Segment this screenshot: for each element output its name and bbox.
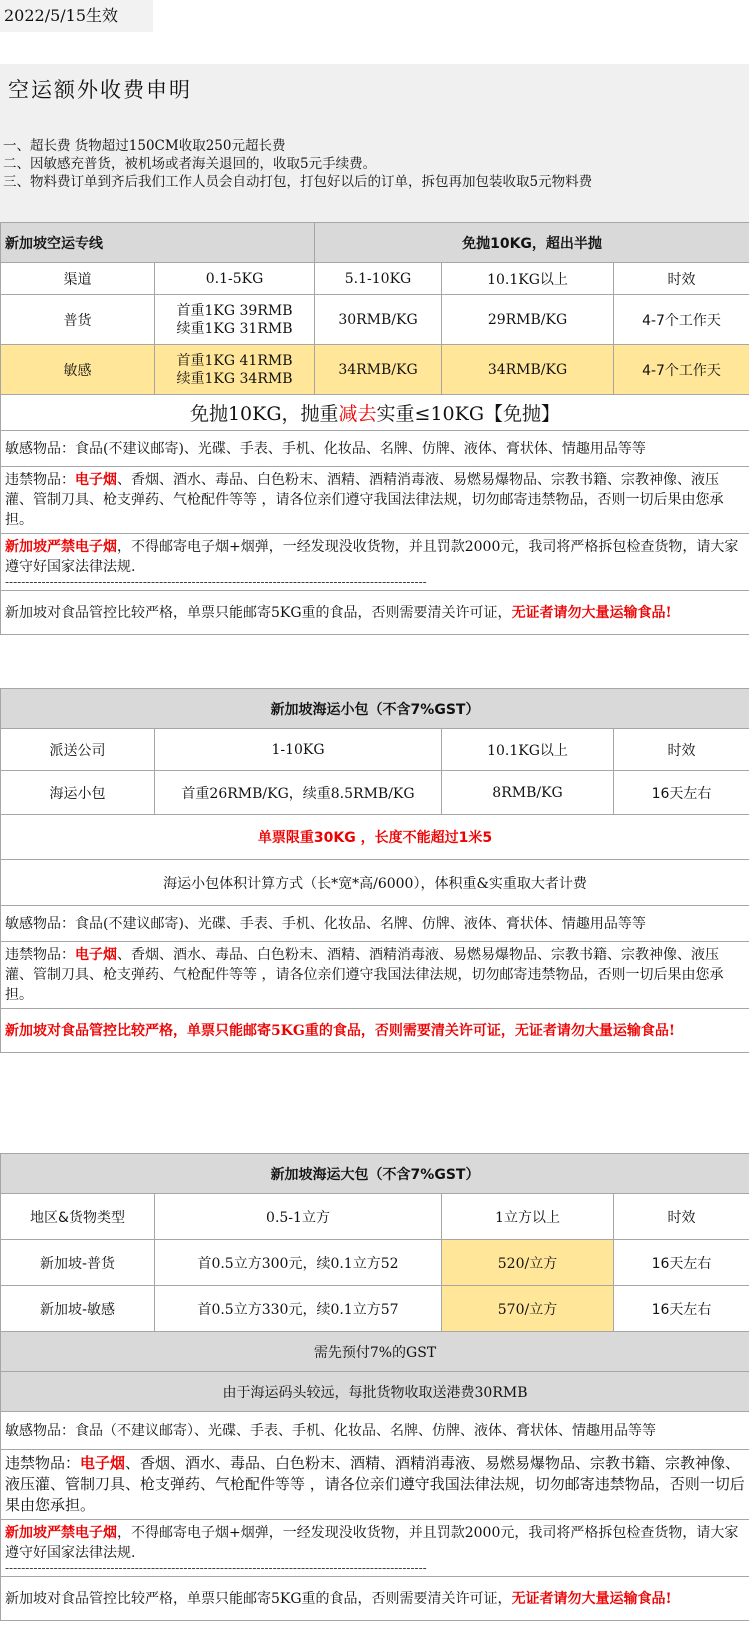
free-volume-note	[1, 395, 749, 431]
col-header-5-10kg: 5.1-10KG	[315, 263, 442, 295]
forbidden-label: 违禁物品：	[5, 472, 75, 488]
air-table-volume-rule: 免抛10KG，超出半抛	[315, 223, 749, 263]
continue-weight-line: 续重1KG 31RMB	[176, 320, 293, 337]
forbidden-items-note	[1, 1450, 749, 1520]
forbidden-highlight: 电子烟	[75, 472, 117, 488]
charge-line: 二、因敏感充普货，被机场或者海关退回的，收取5元手续费。	[3, 156, 377, 172]
col-header-over-10kg: 10.1KG以上	[442, 263, 614, 295]
delivery-time: 16天左右	[614, 771, 749, 815]
forbidden-highlight: 电子烟	[80, 1454, 126, 1472]
food-limit-text: 新加坡对食品管控比较严格，单票只能邮寄5KG重的食品，否则需要清关许可证，	[5, 604, 512, 621]
port-fee-note: 由于海运码头较远，每批货物收取送港费30RMB	[1, 1372, 749, 1412]
volume-formula-note: 海运小包体积计算方式（长*宽*高/6000），体积重&实重取大者计费	[1, 860, 749, 906]
air-extra-charges-list	[3, 137, 592, 191]
table-row	[1, 771, 749, 815]
dashed-divider: --------------------------------------------------------------------------------------------------------	[5, 577, 427, 587]
dashed-divider: --------------------------------------------------------------------------------------------------------	[5, 1563, 427, 1573]
first-weight-line: 首重1KG 41RMB	[176, 352, 293, 369]
delivery-time: 4-7个工作天	[614, 295, 749, 345]
row-name: 海运小包	[1, 771, 155, 815]
ecig-highlight: 新加坡	[5, 539, 47, 555]
free-volume-highlight: 减去	[338, 403, 377, 425]
col-header-over-10kg: 10.1KG以上	[442, 729, 614, 771]
forbidden-text: 、香烟、酒水、毒品、白色粉末、酒精、酒精消毒液、易燃易爆物品、宗教书籍、宗教神像、液压灌、管制刀具、枪支弹药、气枪配件等等 ，请各位亲们遵守我国法律法规，切勿邮寄违禁物品，否则一切后果由您承担。	[5, 472, 724, 528]
over-price: 8RMB/KG	[442, 771, 614, 815]
delivery-time: 16天左右	[614, 1286, 749, 1332]
table-row	[1, 1286, 749, 1332]
col-header-time: 时效	[614, 729, 749, 771]
sensitive-items-note: 敏感物品：食品(不建议邮寄)、光碟、手表、手机、化妆品、名牌、仿牌、液体、膏状体、情趣用品等等	[1, 431, 749, 467]
ecig-highlight: 严禁电子烟	[47, 539, 117, 555]
row-name: 普货	[1, 295, 155, 345]
ecig-ban-note	[1, 534, 749, 591]
forbidden-items-note	[1, 942, 749, 1009]
over-price: 29RMB/KG	[442, 295, 614, 345]
delivery-time: 4-7个工作天	[614, 345, 749, 395]
col-header-0-5kg: 0.1-5KG	[155, 263, 315, 295]
forbidden-label: 违禁物品：	[5, 947, 75, 963]
col-header-over-1-cbm: 1立方以上	[442, 1194, 614, 1240]
food-limit-text: 新加坡对食品管控比较严格，单票只能邮寄5KG重的食品，否则需要清关许可证，	[5, 1590, 512, 1607]
sea-small-title: 新加坡海运小包（不含7%GST）	[1, 689, 749, 729]
air-freight-table	[0, 222, 749, 635]
table-row	[1, 345, 749, 395]
first-weight-line: 首重1KG 39RMB	[176, 302, 293, 319]
table-row	[1, 295, 749, 345]
col-header-channel: 渠道	[1, 263, 155, 295]
mid-price: 34RMB/KG	[315, 345, 442, 395]
col-header-0-5-1-cbm: 0.5-1立方	[155, 1194, 442, 1240]
forbidden-items-note	[1, 467, 749, 534]
first-volume-price: 首0.5立方330元，续0.1立方57	[155, 1286, 442, 1332]
ecig-text: ，不得邮寄电子烟+烟弹，一经发现没收货物，并且罚款2000元，我司将严格拆包检查货物，请大家遵守好国家法律法规.	[5, 1525, 739, 1561]
over-price: 570/立方	[442, 1286, 614, 1332]
free-volume-text: 免抛10KG，抛重	[189, 403, 339, 425]
row-name: 敏感	[1, 345, 155, 395]
sensitive-items-note: 敏感物品：食品(不建议邮寄)、光碟、手表、手机、化妆品、名牌、仿牌、液体、膏状体、情趣用品等等	[1, 906, 749, 942]
charge-line: 一、超长费 货物超过150CM收取250元超长费	[3, 138, 286, 154]
sensitive-items-note: 敏感物品：食品（不建议邮寄）、光碟、手表、手机、化妆品、名牌、仿牌、液体、膏状体、情趣用品等等	[1, 1412, 749, 1450]
col-header-time: 时效	[614, 1194, 749, 1240]
table-row	[1, 1240, 749, 1286]
ecig-text: ，不得邮寄电子烟+烟弹，一经发现没收货物，并且罚款2000元，我司将严格拆包检查货物，请大家遵守好国家法律法规.	[5, 539, 739, 575]
ecig-highlight: 严禁电子烟	[47, 1525, 117, 1541]
food-limit-note: 新加坡对食品管控比较严格，单票只能邮寄5KG重的食品，否则需要清关许可证，无证者请勿大量运输食品!	[1, 1009, 749, 1053]
col-header-company: 派送公司	[1, 729, 155, 771]
forbidden-text: 、香烟、酒水、毒品、白色粉末、酒精、酒精消毒液、易燃易爆物品、宗教书籍、宗教神像、液压灌、管制刀具、枪支弹药、气枪配件等等 ，请各位亲们遵守我国法律法规，切勿邮寄违禁物品，否则一切后果由您承担。	[5, 947, 724, 1003]
col-header-region: 地区&货物类型	[1, 1194, 155, 1240]
first-weight-price: 首重26RMB/KG，续重8.5RMB/KG	[155, 771, 442, 815]
first-weight-price	[155, 295, 315, 345]
sea-large-parcel-table	[0, 1153, 749, 1621]
food-limit-note	[1, 1577, 749, 1621]
over-price: 34RMB/KG	[442, 345, 614, 395]
col-header-1-10kg: 1-10KG	[155, 729, 442, 771]
free-volume-text: 实重≤10KG【免抛】	[376, 403, 561, 425]
forbidden-label: 违禁物品：	[5, 1454, 81, 1472]
first-volume-price: 首0.5立方300元，续0.1立方52	[155, 1240, 442, 1286]
col-header-time: 时效	[614, 263, 749, 295]
sea-big-title: 新加坡海运大包（不含7%GST）	[1, 1154, 749, 1194]
over-price: 520/立方	[442, 1240, 614, 1286]
gst-prepay-note: 需先预付7%的GST	[1, 1332, 749, 1372]
charge-line: 三、物料费订单到齐后我们工作人员会自动打包，打包好以后的订单，拆包再加包装收取5元物料费	[3, 174, 593, 190]
weight-limit-note: 单票限重30KG ，长度不能超过1米5	[1, 815, 749, 860]
row-name: 新加坡-普货	[1, 1240, 155, 1286]
mid-price: 30RMB/KG	[315, 295, 442, 345]
forbidden-text: 、香烟、酒水、毒品、白色粉末、酒精、酒精消毒液、易燃易爆物品、宗教书籍、宗教神像、液压灌、管制刀具、枪支弹药、气枪配件等等 ，请各位亲们遵守我国法律法规，切勿邮寄违禁物品，否则一切后果由您承担。	[5, 1454, 745, 1514]
food-limit-note	[1, 591, 749, 635]
sea-small-parcel-table	[0, 688, 749, 1053]
ecig-highlight: 新加坡	[5, 1525, 47, 1541]
delivery-time: 16天左右	[614, 1240, 749, 1286]
food-limit-warning: 无证者请勿大量运输食品!	[511, 604, 672, 621]
continue-weight-line: 续重1KG 34RMB	[176, 370, 293, 387]
food-limit-warning: 无证者请勿大量运输食品!	[511, 1590, 672, 1607]
ecig-ban-note	[1, 1520, 749, 1577]
air-extra-charges-title: 空运额外收费申明	[8, 78, 192, 102]
row-name: 新加坡-敏感	[1, 1286, 155, 1332]
forbidden-highlight: 电子烟	[75, 947, 117, 963]
air-table-title: 新加坡空运专线	[1, 223, 315, 263]
effective-date: 2022/5/15生效	[0, 0, 153, 32]
air-extra-charges-block	[0, 64, 749, 222]
first-weight-price	[155, 345, 315, 395]
